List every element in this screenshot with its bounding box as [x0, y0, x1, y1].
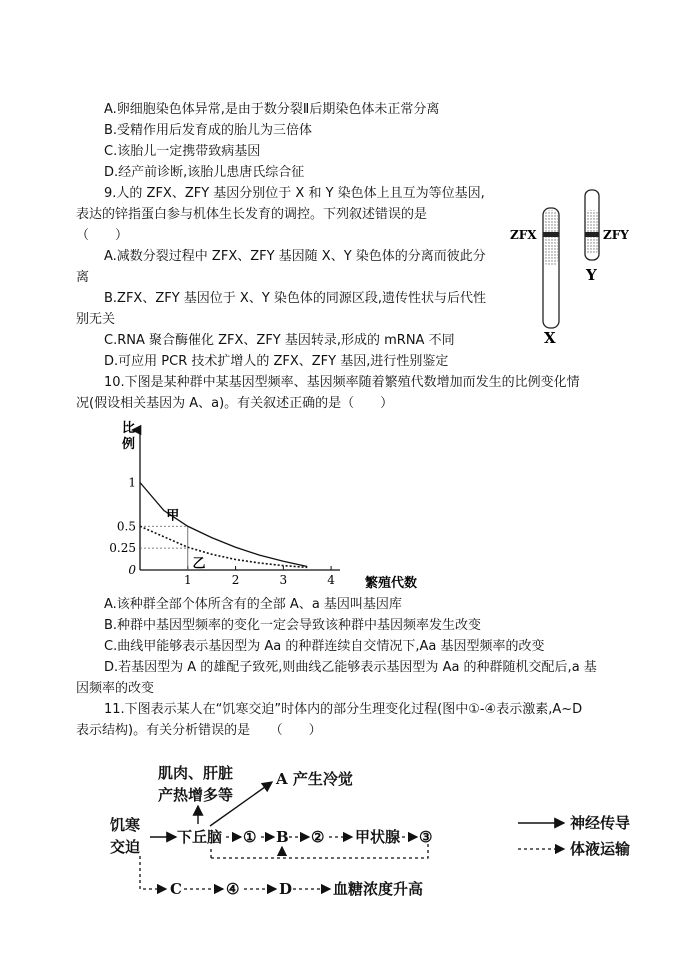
x-homologous-region — [544, 210, 558, 266]
zfy-band — [585, 232, 599, 237]
series-label-1: 甲 — [166, 508, 180, 524]
thyroid-label: 甲状腺 — [355, 828, 401, 846]
x-tick-label: 4 — [327, 573, 335, 587]
frequency-chart — [109, 418, 418, 593]
y-label: Y — [586, 266, 597, 284]
y-axis-label-char: 比 — [122, 421, 136, 436]
q8-option-d: D.经产前诊断,该胎儿患唐氏综合征 — [104, 165, 305, 180]
hormone-1: ① — [243, 828, 257, 846]
y-tick-label: 1 — [128, 475, 136, 490]
structure-a-cold-sense: A 产生冷觉 — [276, 770, 353, 788]
zfx-band — [543, 232, 559, 237]
hormone-2: ② — [311, 828, 325, 846]
structure-c: C — [170, 880, 182, 898]
structure-d: D — [279, 880, 293, 898]
x-label: X — [544, 329, 556, 347]
q9-option-b-line2: 别无关 — [76, 312, 116, 327]
q9-option-d: D.可应用 PCR 技术扩增人的 ZFX、ZFY 基因,进行性别鉴定 — [104, 354, 449, 369]
y-axis-label-char: 例 — [122, 437, 136, 452]
hormone-4: ④ — [226, 880, 240, 898]
legend-nerve-label: 神经传导 — [570, 814, 631, 832]
q10-option-a: A.该种群全部个体所含有的全部 A、a 基因叫基因库 — [104, 597, 402, 612]
q10-option-c: C.曲线甲能够表示基因型为 Aa 的种群连续自交情况下,Aa 基因型频率的改变 — [104, 639, 545, 654]
q9-option-c: C.RNA 聚合酶催化 ZFX、ZFY 基因转录,形成的 mRNA 不同 — [104, 333, 455, 348]
series-label-2: 乙 — [192, 556, 206, 572]
zfx-label: ZFX — [510, 228, 537, 242]
physiology-diagram — [100, 756, 660, 906]
hypothalamus-label: 下丘脑 — [177, 828, 223, 846]
q9-option-a-line1: A.减数分裂过程中 ZFX、ZFY 基因随 X、Y 染色体的分离而彼此分 — [104, 249, 486, 264]
x-tick-label: 3 — [279, 573, 288, 587]
q8-option-c: C.该胎儿一定携带致病基因 — [104, 144, 261, 159]
q8-option-a: A.卵细胞染色体异常,是由于数分裂Ⅱ后期染色体未正常分离 — [104, 102, 440, 117]
q11-stem-line1: 11.下图表示某人在“饥寒交迫”时体内的部分生理变化过程(图中①-④表示激素,A~D — [104, 702, 583, 717]
structure-b: B — [276, 828, 289, 846]
blood-glucose-rise: 血糖浓度升高 — [333, 880, 424, 898]
q9-stem-line1: 9.人的 ZFX、ZFY 基因分别位于 X 和 Y 染色体上且互为等位基因, — [104, 186, 485, 201]
chromosome-figure — [500, 182, 650, 352]
y-tick-label: 0 — [128, 563, 136, 577]
x-tick-label: 2 — [231, 573, 240, 587]
q8-option-b: B.受精作用后发育成的胎儿为三倍体 — [104, 123, 313, 138]
hunger-cold-label-2: 交迫 — [110, 838, 141, 856]
q10-stem-line2: 况(假设相关基因为 A、a)。有关叙述正确的是（ ） — [76, 396, 394, 411]
arrow-hunger-to-c — [140, 856, 166, 889]
q11-stem-line2: 表示结构)。有关分析错误的是 （ ） — [76, 723, 322, 738]
x-axis-label: 繁殖代数 — [365, 576, 418, 591]
q10-option-d-line2: 因频率的改变 — [76, 681, 155, 696]
series-line-1 — [140, 483, 307, 567]
feedback-h3-to-b — [282, 844, 428, 858]
q9-answer-paren: （ ） — [76, 228, 129, 243]
heat-production-label: 产热增多等 — [158, 786, 234, 804]
hunger-cold-label-1: 饥寒 — [110, 816, 141, 834]
q10-option-b: B.种群中基因型频率的变化一定会导致该种群中基因频率发生改变 — [104, 618, 482, 633]
legend-fluid-label: 体液运输 — [570, 840, 631, 858]
q9-option-b-line1: B.ZFX、ZFY 基因位于 X、Y 染色体的同源区段,遗传性状与后代性 — [104, 291, 487, 306]
y-tick-label: 0.25 — [109, 541, 136, 556]
muscle-liver-label: 肌肉、肝脏 — [158, 764, 234, 782]
zfy-label: ZFY — [603, 228, 629, 242]
q10-option-d-line1: D.若基因型为 A 的雄配子致死,则曲线乙能够表示基因型为 Aa 的种群随机交配后,a 基 — [104, 660, 597, 675]
y-tick-label: 0.5 — [116, 519, 136, 534]
q10-stem-line1: 10.下图是某种群中某基因型频率、基因频率随着繁殖代数增加而发生的比例变化情 — [104, 375, 580, 390]
x-tick-label: 1 — [183, 573, 192, 587]
q9-stem-line2: 表达的锌指蛋白参与机体生长发育的调控。下列叙述错误的是 — [76, 207, 428, 222]
q9-option-a-line2: 离 — [76, 270, 90, 285]
hormone-3: ③ — [419, 828, 433, 846]
